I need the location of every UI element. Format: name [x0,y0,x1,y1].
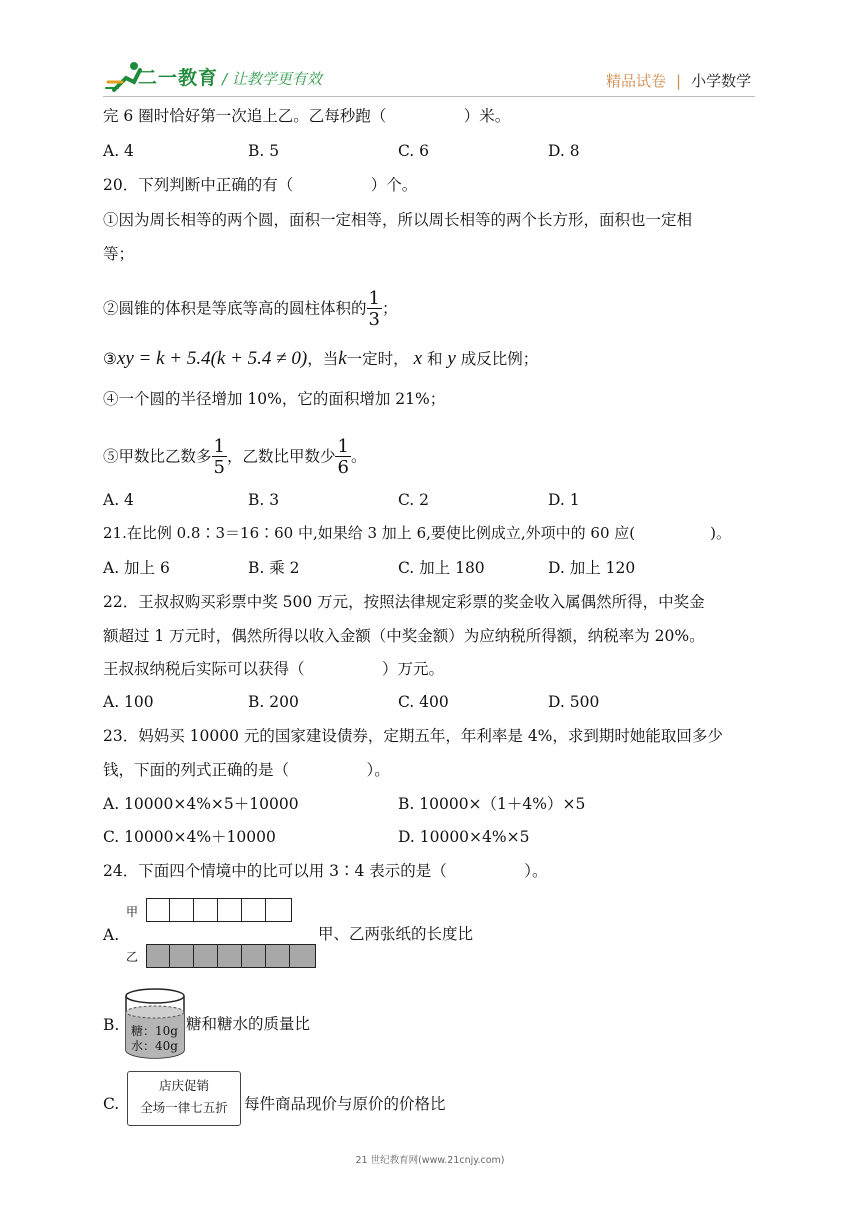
page-header [0,0,860,100]
fraction-one-sixth [335,438,350,477]
q20-statement-5-b: ，乙数比甲数少 [226,447,336,466]
q22-option-d: D. 500 [548,693,600,711]
q24-option-a-letter: A. [103,926,120,944]
fraction-denominator: 5 [213,457,225,478]
q21-option-c: C. 加上 180 [398,559,485,577]
q22-line-1: 22．王叔叔购买彩票中奖 500 万元，按照法律规定彩票的奖金收入属偶然所得，中奖金 [103,593,705,611]
fraction-denominator: 3 [368,309,380,330]
q23-option-c: C. 10000×4%＋10000 [103,828,276,846]
fraction-numerator: 1 [213,436,225,457]
q20-statement-5 [103,438,366,477]
paper-strip-yi [146,944,316,968]
q23-line-1: 23．妈妈买 10000 元的国家建设债券，定期五年，年利率是 4%，求到期时她能取回多少 [103,727,723,745]
q20-statement-5-end: 。 [350,447,367,466]
q19-line: 完 6 圈时恰好第一次追上乙。乙每秒跑（ ）米。 [103,107,511,125]
q21-stem: 21.在比例 0.8∶3＝16∶60 中,如果给 3 加上 6,要使比例成立,外项中的 60 应( )。 [103,524,731,542]
q20-statement-3-end: 成反比例； [460,350,539,368]
promotion-sign [127,1071,241,1126]
q22-line-2: 额超过 1 万元时，偶然所得以收入金额（中奖金额）为应纳税所得额，纳税率为 20%。 [103,627,705,645]
promotion-sign-title: 店庆促销 [158,1078,209,1093]
fraction-numerator: 1 [368,288,380,309]
q20-stem: 20．下列判断中正确的有（ ）个。 [103,176,418,194]
paper-label-jia: 甲 [126,905,139,919]
q23-line-2: 钱，下面的列式正确的是（ ）。 [103,761,390,779]
page-footer: 21 世纪教育网(www.21cnjy.com) [355,1155,505,1166]
fraction-denominator: 6 [337,457,349,478]
q19-option-a: A. 4 [103,142,134,160]
slogan: / 让教学更有效 [222,70,322,88]
q20-var-x: x [413,348,423,369]
q20-statement-2-text: ②圆锥的体积是等底等高的圆柱体积的 [103,299,367,318]
q19-option-d: D. 8 [548,142,580,160]
q20-statement-3-prefix: ③ [103,350,117,368]
q24-option-c-letter: C. [103,1095,120,1113]
subject-tag: 小学数学 [691,72,752,90]
q19-option-c: C. 6 [398,142,430,160]
q20-statement-3 [103,349,538,369]
q20-statement-3-mid: ，当 [307,350,339,368]
q20-statement-1a: ①因为周长相等的两个圆，面积一定相等，所以周长相等的两个长方形，面积也一定相 [103,211,693,229]
logo-text: 二一教育 [138,67,219,89]
q21-option-d: D. 加上 120 [548,559,636,577]
q22-option-a: A. 100 [103,693,154,711]
header-tags [606,70,751,91]
q20-option-b: B. 3 [248,491,280,509]
q24-option-c-text: 每件商品现价与原价的价格比 [244,1095,446,1113]
q23-option-a: A. 10000×4%×5＋10000 [103,795,299,813]
q20-formula: xy = k + 5.4(k + 5.4 ≠ 0) [116,348,308,369]
q21-option-b: B. 乘 2 [248,559,300,577]
q20-statement-5-a: ⑤甲数比乙数多 [103,447,212,466]
q20-statement-1b: 等； [103,245,135,263]
q21-option-a: A. 加上 6 [103,559,170,577]
q24-option-a-text: 甲、乙两张纸的长度比 [318,925,474,943]
q20-statement-3-mid2: 一定时， [346,350,409,368]
q20-statement-4: ④一个圆的半径增加 10%，它的面积增加 21%； [103,390,446,408]
header-divider [103,96,755,97]
q22-option-c: C. 400 [398,693,449,711]
quality-tag: 精品试卷 [606,72,667,90]
q24-option-b-letter: B. [103,1016,120,1034]
q23-option-b: B. 10000×（1＋4%）×5 [398,795,586,813]
cup-water-label: 水：40g [131,1039,178,1053]
q20-option-c: C. 2 [398,491,430,509]
header-separator: | [676,72,682,90]
q20-statement-2 [103,290,397,329]
q20-statement-3-and: 和 [426,350,443,368]
cup-sugar-label: 糖：10g [131,1024,178,1038]
promotion-sign-body: 全场一律七五折 [140,1100,228,1115]
q22-line-3: 王叔叔纳税后实际可以获得（ ）万元。 [103,660,445,678]
fraction-one-third [367,290,382,329]
paper-strip-jia [146,898,292,922]
q22-option-b: B. 200 [248,693,299,711]
q20-option-a: A. 4 [103,491,134,509]
q20-var-y: y [447,348,456,369]
q24-option-b-text: 糖和糖水的质量比 [186,1015,311,1033]
fraction-one-fifth [212,438,227,477]
q20-var-k: k [338,348,347,369]
q20-statement-2-end: ； [381,299,398,318]
q20-option-d: D. 1 [548,491,580,509]
q23-option-d: D. 10000×4%×5 [398,828,530,846]
paper-label-yi: 乙 [126,950,139,964]
fraction-numerator: 1 [337,436,349,457]
q19-option-b: B. 5 [248,142,280,160]
q24-stem: 24．下面四个情境中的比可以用 3∶4 表示的是（ ）。 [103,862,548,880]
